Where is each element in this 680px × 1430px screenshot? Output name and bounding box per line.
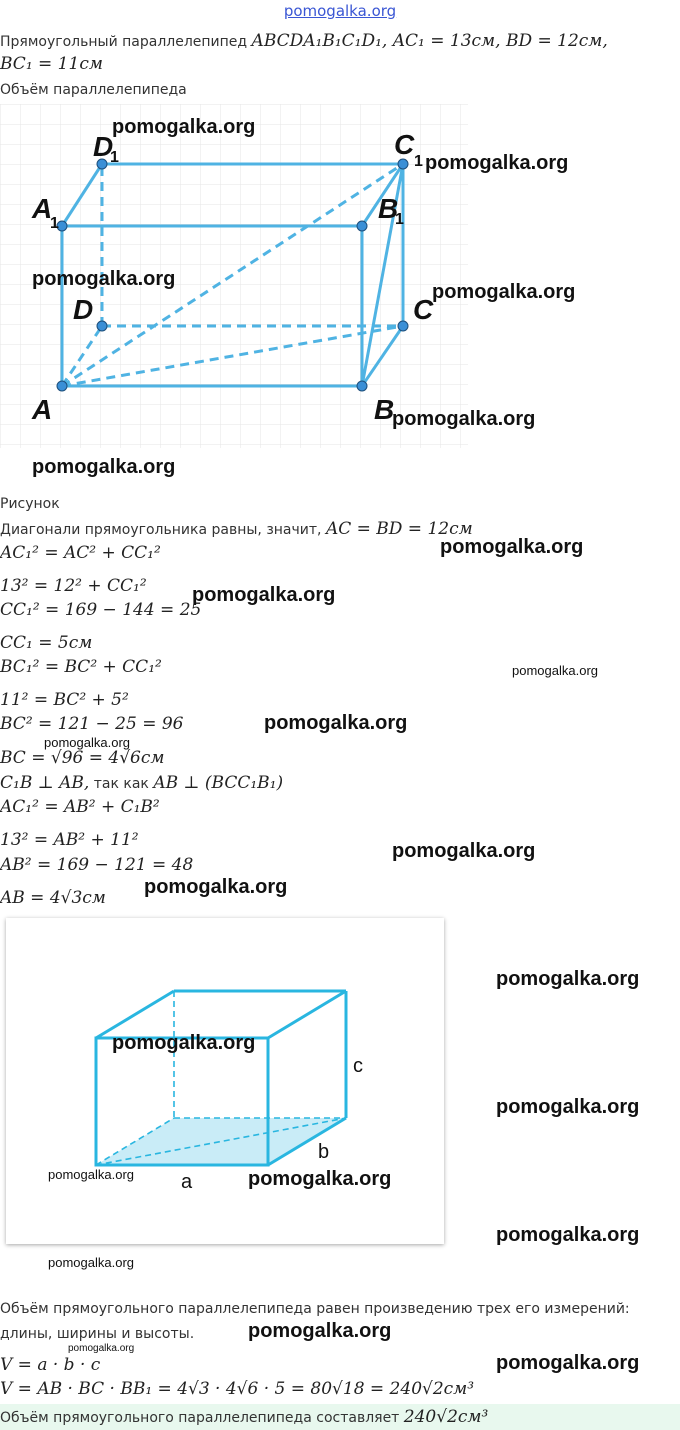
- conclusion-line-1: Объём прямоугольного параллелепипеда равен произведению трех его измерений:: [0, 1301, 630, 1317]
- label-d1-sub: 1: [110, 149, 119, 166]
- problem-math-2: BC₁ = 11см: [0, 54, 103, 74]
- vertex-b1: [357, 221, 367, 231]
- vertex-a: [57, 381, 67, 391]
- label-b1: B: [378, 193, 399, 224]
- label-a: A: [32, 394, 53, 425]
- watermark: pomogalka.org: [48, 1167, 134, 1182]
- final-answer-math: 240√2см³: [403, 1407, 489, 1427]
- watermark: pomogalka.org: [432, 281, 576, 303]
- label-b1-sub: 1: [395, 211, 404, 228]
- watermark: pomogalka.org: [496, 1224, 640, 1246]
- problem-line-1: [0, 31, 608, 51]
- watermark: pomogalka.org: [48, 1255, 134, 1270]
- step-12: AB² = 169 − 121 = 48: [0, 855, 194, 875]
- watermark: pomogalka.org: [392, 840, 536, 862]
- watermark: pomogalka.org: [32, 456, 176, 478]
- watermark: pomogalka.org: [68, 1343, 135, 1354]
- cuboid-figure: [6, 918, 444, 1244]
- vertex-c1: [398, 159, 408, 169]
- watermark: pomogalka.org: [264, 712, 408, 734]
- step-6: 11² = BC² + 5²: [0, 690, 129, 710]
- label-c: C: [413, 294, 434, 325]
- label-c1-sub: 1: [414, 153, 423, 170]
- step-5: BC₁² = BC² + CC₁²: [0, 657, 162, 677]
- formula-2: V = AB · BC · BB₁ = 4√3 · 4√6 · 5 = 80√18 = 240√2см³: [0, 1379, 475, 1399]
- figure-caption: Рисунок: [0, 496, 60, 512]
- final-answer: [0, 1407, 488, 1427]
- watermark: pomogalka.org: [496, 1352, 640, 1374]
- step-9: [0, 773, 283, 793]
- watermark: pomogalka.org: [496, 1096, 640, 1118]
- watermark: pomogalka.org: [496, 968, 640, 990]
- problem-math-1: ABCDA₁B₁C₁D₁, AC₁ = 13см, BD = 12см,: [251, 31, 608, 51]
- watermark: pomogalka.org: [44, 735, 130, 750]
- label-d1: D: [93, 131, 114, 162]
- watermark: pomogalka.org: [192, 584, 336, 606]
- label-a1-sub: 1: [50, 215, 59, 232]
- conclusion-line-2: длины, ширины и высоты.: [0, 1326, 195, 1342]
- watermark: pomogalka.org: [512, 663, 598, 678]
- watermark: pomogalka.org: [112, 116, 256, 138]
- site-title-link[interactable]: pomogalka.org: [283, 2, 397, 20]
- step-10: AC₁² = AB² + C₁B²: [0, 797, 160, 817]
- top-right-edge: [268, 991, 346, 1038]
- step-9-math-2: AB ⊥ (BCC₁B₁): [153, 773, 284, 793]
- dimension-b-label: b: [318, 1141, 330, 1163]
- solution-intro-text: Диагонали прямоугольника равны, значит,: [0, 522, 322, 538]
- watermark: pomogalka.org: [144, 876, 288, 898]
- watermark: pomogalka.org: [425, 152, 569, 174]
- watermark: pomogalka.org: [112, 1032, 256, 1054]
- step-1: AC₁² = AC² + CC₁²: [0, 543, 161, 563]
- label-b: B: [374, 394, 395, 425]
- watermark: pomogalka.org: [248, 1168, 392, 1190]
- dimension-c-label: c: [353, 1055, 363, 1077]
- cuboid-card: [6, 918, 444, 1244]
- step-13: AB = 4√3см: [0, 888, 106, 908]
- top-left-edge: [96, 991, 174, 1038]
- formula-1: V = a · b · c: [0, 1355, 101, 1375]
- step-4: CC₁ = 5см: [0, 633, 93, 653]
- label-a1: A: [32, 193, 53, 224]
- watermark: pomogalka.org: [440, 536, 584, 558]
- solution-intro: [0, 519, 473, 539]
- label-d: D: [73, 294, 94, 325]
- watermark: pomogalka.org: [32, 268, 176, 290]
- vertex-c: [398, 321, 408, 331]
- step-9-math-1: C₁B ⊥ AB,: [0, 773, 90, 793]
- vertex-d: [97, 321, 107, 331]
- step-8: BC = √96 = 4√6см: [0, 748, 165, 768]
- question-text: Объём параллелепипеда: [0, 82, 187, 98]
- watermark: pomogalka.org: [248, 1320, 392, 1342]
- final-answer-text: Объём прямоугольного параллелепипеда составляет: [0, 1410, 400, 1426]
- solution-intro-math: AC = BD = 12см: [325, 519, 473, 539]
- step-9-text: так как: [93, 776, 149, 792]
- step-3: CC₁² = 169 − 144 = 25: [0, 600, 202, 620]
- step-2: 13² = 12² + CC₁²: [0, 576, 147, 596]
- vertex-b: [357, 381, 367, 391]
- dimension-a-label: a: [181, 1171, 193, 1193]
- label-c1: C: [394, 129, 415, 160]
- problem-text: Прямоугольный параллелепипед: [0, 34, 248, 50]
- step-11: 13² = AB² + 11²: [0, 830, 139, 850]
- watermark: pomogalka.org: [392, 408, 536, 430]
- step-7: BC² = 121 − 25 = 96: [0, 714, 184, 734]
